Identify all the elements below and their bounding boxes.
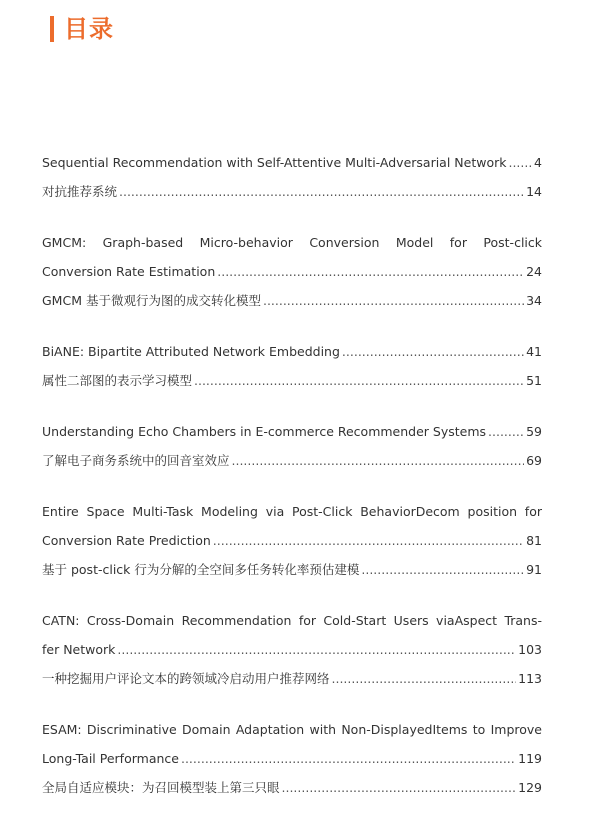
toc-line[interactable]	[42, 606, 542, 635]
toc-entry	[42, 715, 542, 802]
toc-line-text: BiANE: Bipartite Attributed Network Embedding	[42, 344, 340, 359]
toc-line[interactable]	[42, 366, 542, 395]
toc-leader-dots	[361, 555, 524, 584]
toc-line[interactable]	[42, 526, 542, 555]
toc-page-number: 103	[518, 642, 542, 657]
toc-leader-dots	[119, 177, 524, 206]
toc-entry	[42, 417, 542, 475]
toc-line-text: CATN: Cross-Domain Recommendation for Cold-Start Users viaAspect Trans-	[42, 613, 542, 628]
toc-leader-dots	[117, 635, 516, 664]
page-title: 目录	[64, 15, 114, 43]
toc-leader-dots	[263, 286, 524, 315]
toc-line-text: GMCM 基于微观行为图的成交转化模型	[42, 293, 261, 308]
toc-line-text: GMCM: Graph-based Micro-behavior Conversion Model for Post-click	[42, 235, 542, 250]
toc-leader-dots	[213, 526, 524, 555]
toc-entry	[42, 148, 542, 206]
toc-line-text: 了解电子商务系统中的回音室效应	[42, 453, 230, 468]
toc-line[interactable]	[42, 257, 542, 286]
toc-line[interactable]	[42, 286, 542, 315]
toc-line[interactable]	[42, 773, 542, 802]
toc-page-number: 41	[526, 344, 542, 359]
toc-line[interactable]	[42, 177, 542, 206]
toc-entry	[42, 497, 542, 584]
toc-page-number: 4	[534, 155, 542, 170]
toc-page-number: 34	[526, 293, 542, 308]
toc-line-text: ESAM: Discriminative Domain Adaptation with Non-DisplayedItems to Improve	[42, 722, 542, 737]
toc-page-number: 69	[526, 453, 542, 468]
toc-line[interactable]	[42, 715, 542, 744]
page-title-block	[50, 14, 114, 44]
title-accent-bar	[50, 16, 54, 42]
toc-line[interactable]	[42, 744, 542, 773]
toc-line[interactable]	[42, 446, 542, 475]
toc-page-number: 81	[526, 533, 542, 548]
toc-line-text: Conversion Rate Prediction	[42, 533, 211, 548]
toc-entry	[42, 337, 542, 395]
toc-line-text: 全局自适应模块：为召回模型装上第三只眼	[42, 780, 280, 795]
toc-line-text: Conversion Rate Estimation	[42, 264, 216, 279]
toc-line[interactable]	[42, 555, 542, 584]
toc-page-number: 119	[518, 751, 542, 766]
toc-leader-dots	[232, 446, 525, 475]
toc-line-text: Understanding Echo Chambers in E-commerce Recommender Systems	[42, 424, 487, 439]
toc-line[interactable]	[42, 228, 542, 257]
toc-leader-dots	[282, 773, 517, 802]
toc-line-text: Sequential Recommendation with Self-Attentive Multi-Adversarial Network	[42, 155, 507, 170]
toc-line-text: 对抗推荐系统	[42, 184, 118, 199]
toc-leader-dots	[342, 337, 524, 366]
toc-line[interactable]	[42, 148, 542, 177]
toc-entry	[42, 228, 542, 315]
toc-leader-dots	[332, 664, 517, 693]
toc-leader-dots	[217, 257, 524, 286]
toc-page-number: 51	[526, 373, 542, 388]
table-of-contents	[42, 148, 542, 824]
toc-page-number: 91	[526, 562, 542, 577]
toc-line-text: Long-Tail Performance	[42, 751, 179, 766]
toc-page-number: 14	[526, 184, 542, 199]
toc-line-text: 一种挖掘用户评论文本的跨领域冷启动用户推荐网络	[42, 671, 330, 686]
toc-page-number: 24	[526, 264, 542, 279]
toc-line[interactable]	[42, 497, 542, 526]
toc-line-text: 属性二部图的表示学习模型	[42, 373, 193, 388]
toc-leader-dots	[181, 744, 516, 773]
toc-page-number: 113	[518, 671, 542, 686]
toc-leader-dots	[508, 148, 532, 177]
toc-page-number: 59	[526, 424, 542, 439]
toc-leader-dots	[194, 366, 524, 395]
toc-line-text: 基于 post-click 行为分解的全空间多任务转化率预估建模	[42, 562, 360, 577]
toc-line[interactable]	[42, 337, 542, 366]
toc-line[interactable]	[42, 417, 542, 446]
toc-line-text: Entire Space Multi-Task Modeling via Post-Click BehaviorDecom position for	[42, 504, 542, 519]
toc-line[interactable]	[42, 635, 542, 664]
toc-page-number: 129	[518, 780, 542, 795]
toc-line[interactable]	[42, 664, 542, 693]
toc-entry	[42, 606, 542, 693]
toc-line-text: fer Network	[42, 642, 116, 657]
toc-leader-dots	[488, 417, 524, 446]
